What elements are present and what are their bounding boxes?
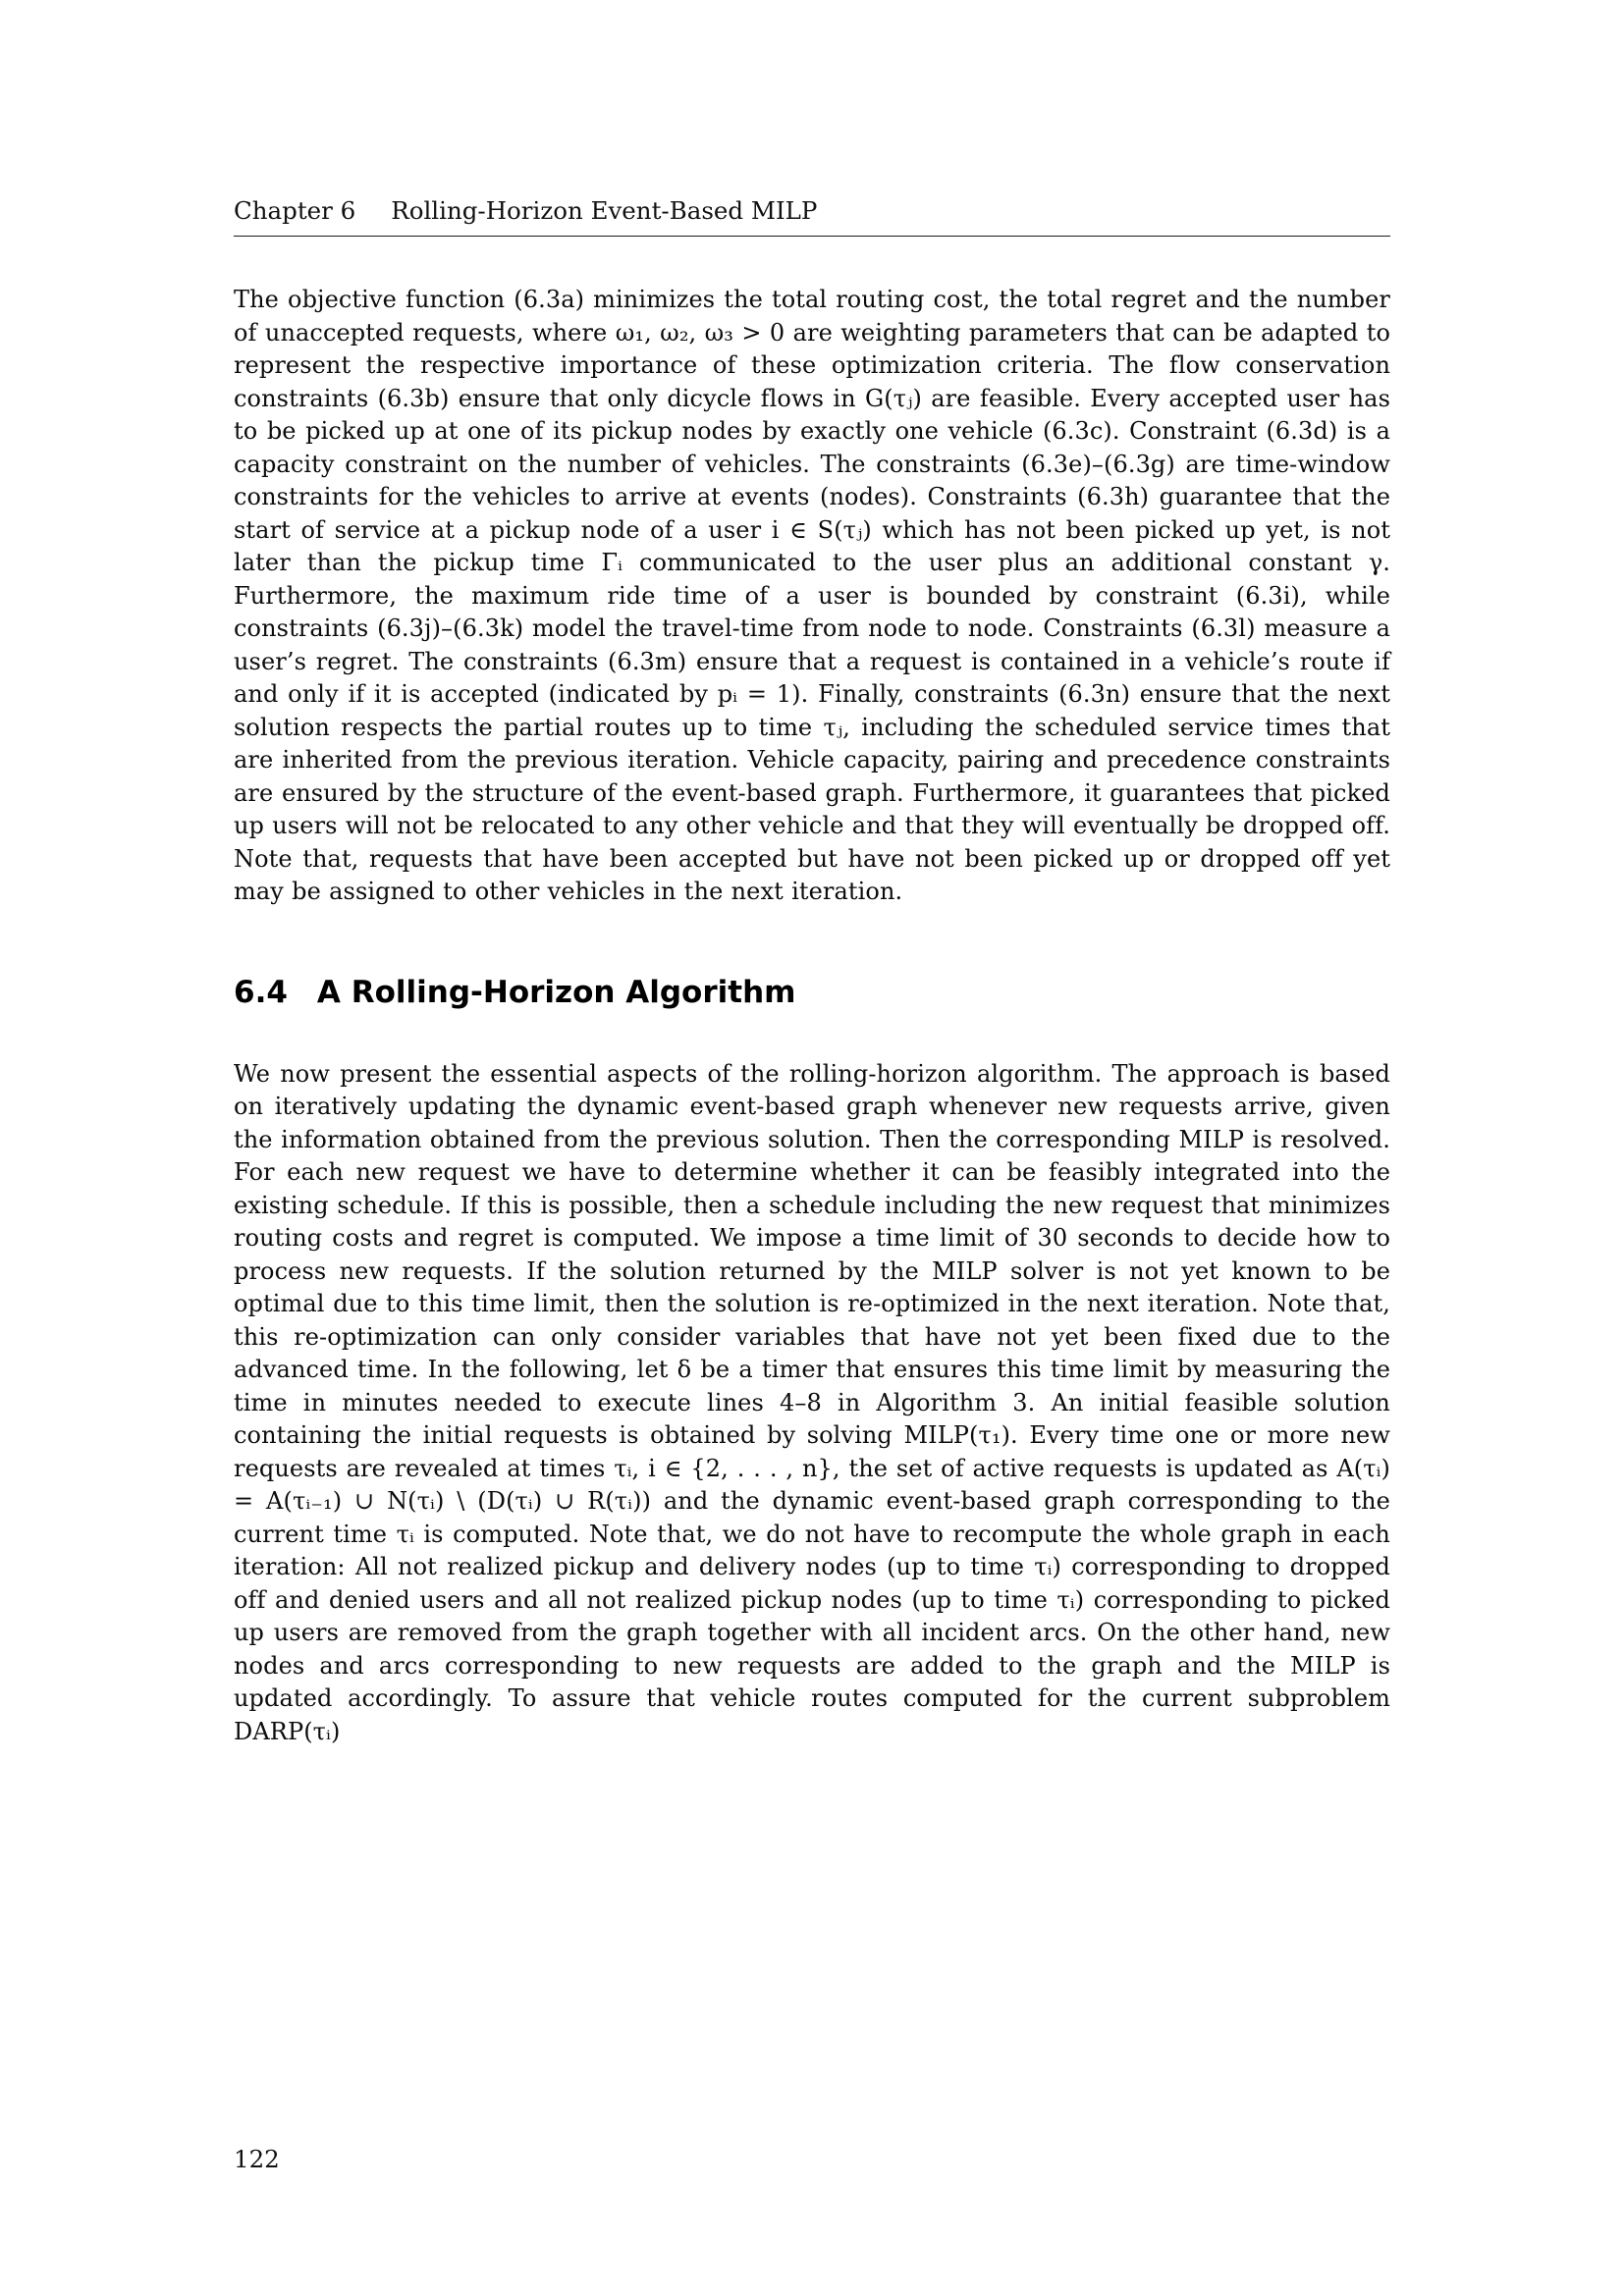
running-header-chapter: Chapter 6 [234,196,356,225]
page-footer [234,2145,280,2173]
text-block [234,196,1390,1748]
running-header [234,196,1390,226]
page-number: 122 [234,2145,280,2173]
section-number: 6.4 [234,974,288,1010]
section-heading [234,974,1390,1011]
header-rule [234,236,1390,237]
paragraph-objective-function: The objective function (6.3a) minimizes the total routing cost, the total regret and the number of unaccepted requests, where ω₁, ω₂, ω₃ > 0 are weighting parameters that can be adapted to represent the respective importance of these optimization criteria. The flow conservation constraints (6.3b) ensure that only dicycle flows in G(τⱼ) are feasible. Every accepted user has to be picked up at one of its pickup nodes by exactly one vehicle (6.3c). Constraint (6.3d) is a capacity constraint on the number of vehicles. The constraints (6.3e)–(6.3g) are time-window constraints for the vehicles to arrive at events (nodes). Constraints (6.3h) guarantee that the start of service at a pickup node of a user i ∈ S(τⱼ) which has not been picked up yet, is not later than the pickup time Γᵢ communicated to the user plus an additional constant γ. Furthermore, the maximum ride time of a user is bounded by constraint (6.3i), while constraints (6.3j)–(6.3k) model the travel-time from node to node. Constraints (6.3l) measure a user’s regret. The constraints (6.3m) ensure that a request is contained in a vehicle’s route if and only if it is accepted (indicated by pᵢ = 1). Finally, constraints (6.3n) ensure that the next solution respects the partial routes up to time τⱼ, including the scheduled service times that are inherited from the previous iteration. Vehicle capacity, pairing and precedence constraints are ensured by the structure of the event-based graph. Furthermore, it guarantees that picked up users will not be relocated to any other vehicle and that they will eventually be dropped off. Note that, requests that have been accepted but have not been picked up or dropped off yet may be assigned to other vehicles in the next iteration. [234,286,1390,905]
section-title: A Rolling-Horizon Algorithm [316,974,796,1010]
running-header-title: Rolling-Horizon Event-Based MILP [391,196,818,225]
paragraph-rolling-horizon-algorithm: We now present the essential aspects of the rolling-horizon algorithm. The approach is based on iteratively updating the dynamic event-based graph whenever new requests arrive, given the information obtained from the previous solution. Then the corresponding MILP is resolved. For each new request we have to determine whether it can be feasibly integrated into the existing schedule. If this is possible, then a schedule including the new request that minimizes routing costs and regret is computed. We impose a time limit of 30 seconds to decide how to process new requests. If the solution returned by the MILP solver is not yet known to be optimal due to this time limit, then the solution is re-optimized in the next iteration. Note that, this re-optimization can only consider variables that have not yet been fixed due to the advanced time. In the following, let δ be a timer that ensures this time limit by measuring the time in minutes needed to execute lines 4–8 in Algorithm 3. An initial feasible solution containing the initial requests is obtained by solving MILP(τ₁). Every time one or more new requests are revealed at times τᵢ, i ∈ {2, . . . , n}, the set of active requests is updated as A(τᵢ) = A(τᵢ₋₁) ∪ N(τᵢ) \ (D(τᵢ) ∪ R(τᵢ)) and the dynamic event-based graph corresponding to the current time τᵢ is computed. Note that, we do not have to recompute the whole graph in each iteration: All not realized pickup and delivery nodes (up to time τᵢ) corresponding to dropped off and denied users and all not realized pickup nodes (up to time τᵢ) corresponding to picked up users are removed from the graph together with all incident arcs. On the other hand, new nodes and arcs corresponding to new requests are added to the graph and the MILP is updated accordingly. To assure that vehicle routes computed for the current subproblem DARP(τᵢ) [234,1059,1390,1745]
